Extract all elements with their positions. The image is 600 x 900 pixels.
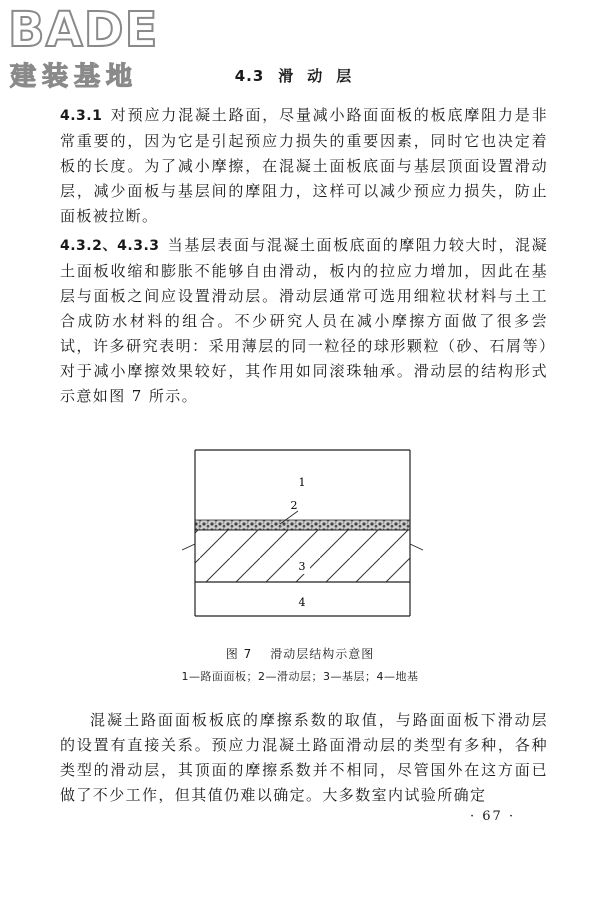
section-title: 滑动层	[278, 67, 366, 85]
logo-wordmark: BADE	[8, 2, 159, 58]
clause-number: 4.3.1	[60, 108, 103, 124]
layer-sliding	[195, 520, 410, 530]
section-heading	[0, 66, 600, 86]
figure-legend: 1—路面面板；2—滑动层；3—基层；4—地基	[181, 670, 419, 683]
label-layer-3: 3	[298, 560, 306, 573]
figure-caption	[0, 646, 600, 662]
paragraph-text: 当基层表面与混凝土面板底面的摩阻力较大时，混凝土面板收缩和膨胀不能够自由滑动，板内的拉应力增加，因此在基层与面板之间应设置滑动层。滑动层通常可选用细粒状材料与土工合成防水材料的组合。不少研究人员在减小摩擦方面做了很多尝试，许多研究表明：采用薄层的同一粒径的球形颗粒（砂、石屑等）对于减小摩擦效果较好，其作用如同滚珠轴承。滑动层的结构形式示意如图 7 所示。	[60, 236, 548, 405]
figure-number: 图 7	[225, 647, 253, 661]
paragraph-friction-coefficient	[60, 708, 548, 808]
layer-base	[195, 530, 410, 582]
break-mark-right	[410, 544, 423, 550]
sliding-layer-diagram	[170, 438, 430, 628]
label-layer-1: 1	[298, 476, 306, 489]
paragraph-4-3-1	[60, 103, 548, 229]
section-number: 4.3	[234, 67, 265, 85]
break-mark-left	[182, 544, 195, 550]
label-layer-4: 4	[298, 596, 306, 609]
page-number: · 67 ·	[470, 809, 516, 824]
paragraph-4-3-2	[60, 233, 548, 409]
paragraph-text: 混凝土路面面板板底的摩擦系数的取值，与路面面板下滑动层的设置有直接关系。预应力混凝土路面滑动层的类型有多种，各种类型的滑动层，其顶面的摩擦系数并不相同，尽管国外在这方面已做了不少工作，但其值仍难以确定。大多数室内试验所确定	[60, 711, 548, 804]
paragraph-text: 对预应力混凝土路面，尽量减小路面面板的板底摩阻力是非常重要的，因为它是引起预应力损失的重要因素，同时它也决定着板的长度。为了减小摩擦，在混凝土面板底面与基层顶面设置滑动层，减少面板与基层间的摩阻力，这样可以减少预应力损失，防止面板被拉断。	[60, 106, 548, 225]
logo-chinese-name: 建装基地	[10, 62, 139, 92]
figure-title: 滑动层结构示意图	[270, 647, 375, 661]
clause-number: 4.3.2、4.3.3	[60, 238, 160, 254]
label-layer-2: 2	[290, 499, 298, 512]
